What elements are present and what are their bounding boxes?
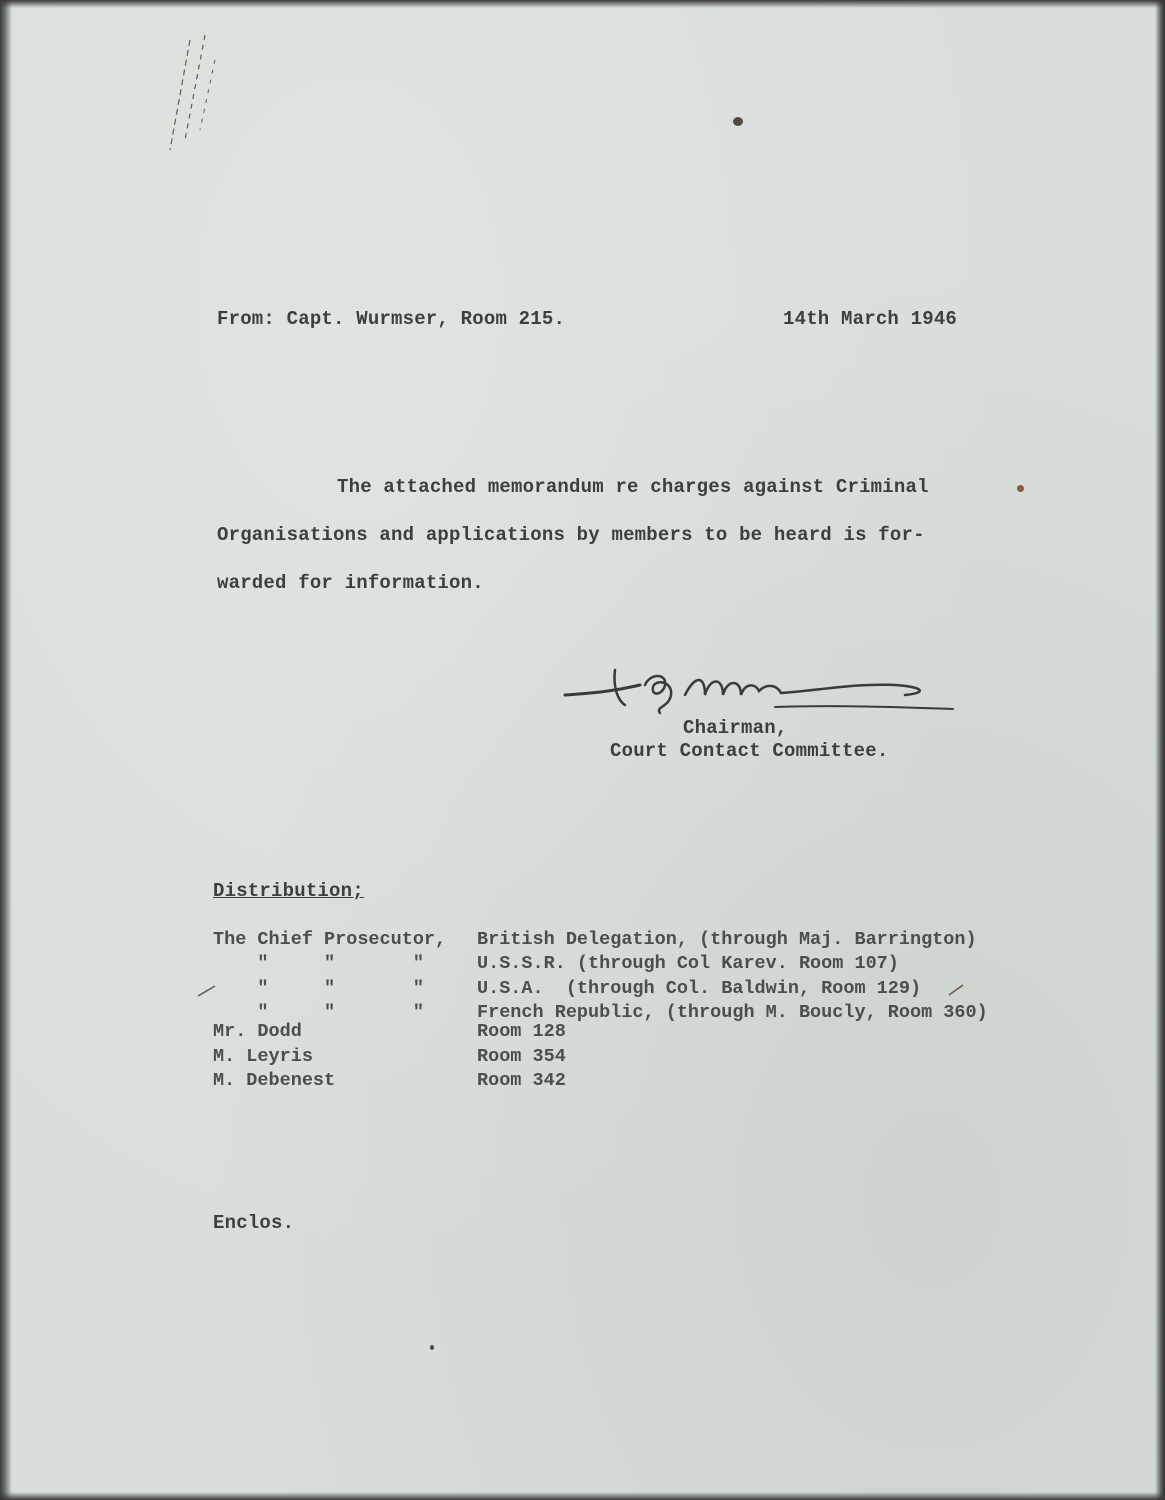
- pencil-tick-mark: [945, 980, 975, 1000]
- body-line-1: The attached memorandum re charges against Criminal: [337, 476, 929, 498]
- scan-edge-left: [0, 0, 12, 1500]
- distribution-detail: Room 342: [477, 1070, 566, 1091]
- distribution-recipient: " " ": [213, 953, 424, 974]
- distribution-heading: Distribution;: [213, 880, 364, 902]
- ink-spot: [733, 117, 743, 126]
- ink-spot: [430, 1345, 434, 1350]
- from-line: From: Capt. Wurmser, Room 215.: [217, 308, 566, 330]
- distribution-detail: U.S.A. (through Col. Baldwin, Room 129): [477, 978, 922, 999]
- signatory-title: Chairman,: [683, 717, 788, 739]
- pencil-tick-mark: [195, 980, 225, 1000]
- scan-edge-top: [0, 0, 1165, 8]
- ink-spot: [1017, 485, 1024, 492]
- distribution-detail: Room 354: [477, 1046, 566, 1067]
- distribution-detail: Room 128: [477, 1021, 566, 1042]
- body-line-2: Organisations and applications by members to be heard is for-: [217, 524, 925, 546]
- scan-edge-bottom: [0, 1492, 1165, 1500]
- distribution-detail: French Republic, (through M. Boucly, Room 360): [477, 1002, 988, 1023]
- body-line-3: warded for information.: [217, 572, 484, 594]
- distribution-recipient: " " ": [213, 978, 424, 999]
- distribution-recipient: " " ": [213, 1002, 424, 1023]
- date-line: 14th March 1946: [783, 308, 958, 330]
- enclosure-note: Enclos.: [213, 1212, 295, 1234]
- distribution-recipient: Mr. Dodd: [213, 1021, 302, 1042]
- distribution-recipient: M. Leyris: [213, 1046, 313, 1067]
- distribution-detail: British Delegation, (through Maj. Barrington): [477, 929, 977, 950]
- pencil-marks: [150, 30, 250, 160]
- distribution-recipient: M. Debenest: [213, 1070, 336, 1091]
- distribution-recipient: The Chief Prosecutor,: [213, 929, 447, 950]
- scan-edge-right: [1155, 0, 1165, 1500]
- signatory-committee: Court Contact Committee.: [610, 740, 889, 762]
- distribution-detail: U.S.S.R. (through Col Karev. Room 107): [477, 953, 899, 974]
